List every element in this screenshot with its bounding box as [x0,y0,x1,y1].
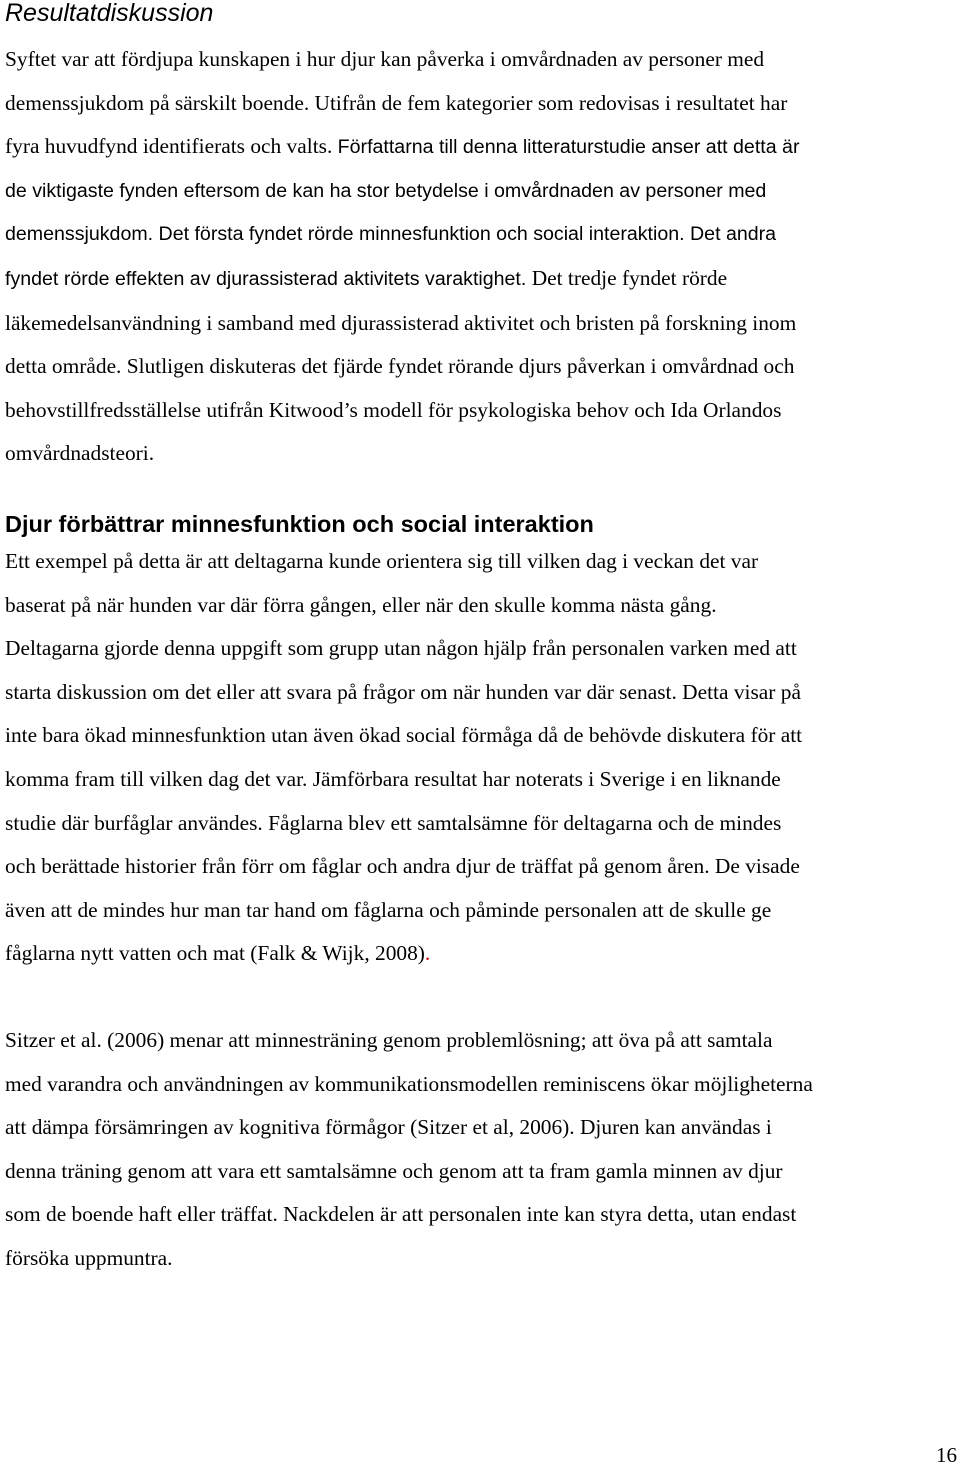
intro-line-6 [5,257,957,302]
intro-line-3 [5,125,957,170]
p1-line-2: baserat på när hunden var där förra gången, eller när den skulle komma nästa gång. [5,592,717,617]
intro-paragraph [5,38,957,476]
intro-line-8b: Slutligen diskuteras det fjärde fyndet rörande djurs påverkan i omvårdnad och [126,354,795,379]
p1-line-10-text: fåglarna nytt vatten och mat (Falk & Wijk, 2008) [5,941,425,966]
p1-line-4: starta diskussion om det eller att svara på frågor om när hunden var där senast. Detta visar på [5,679,801,704]
intro-line-3b: Författarna till denna litteraturstudie anser att detta är [337,136,800,159]
p2-line-5: som de boende haft eller träffat. Nackdelen är att personalen inte kan styra detta, utan endast [5,1202,797,1227]
p2-line-1: Sitzer et al. (2006) menar att minnesträning genom problemlösning; att öva på att samtala [5,1028,773,1052]
paragraph-1 [5,540,957,976]
p2-line-4: denna träning genom att vara ett samtalsämne och genom att ta fram gamla minnen av djur [5,1158,783,1183]
intro-line-3a: fyra huvudfynd identifierats och valts. [5,134,333,159]
intro-line-8 [5,345,957,389]
p1-line-9: även att de mindes hur man tar hand om fåglarna och påminde personalen att de skulle ge [5,897,772,922]
intro-line-1: Syftet var att fördjupa kunskapen i hur djur kan påverka i omvårdnaden av personer med [5,47,765,71]
subsection-title: Djur förbättrar minnesfunktion och social interaktion [5,511,594,537]
p2-line-6: försöka uppmuntra. [5,1245,173,1270]
p1-end-mark: . [424,941,431,966]
p1-line-1: Ett exempel på detta är att deltagarna kunde orientera sig till vilken dag i veckan det var [5,549,759,573]
intro-line-2: demenssjukdom på särskilt boende. Utifrån de fem kategorier som redovisas i resultatet har [5,90,788,115]
p1-line-5: inte bara ökad minnesfunktion utan även ökad social förmåga då de behövde diskutera för att [5,723,803,748]
p2-line-2: med varandra och användningen av kommunikationsmodellen reminiscens ökar möjligheterna [5,1071,813,1096]
intro-line-6b: Det tredje fyndet rörde [531,265,728,290]
section-title: Resultatdiskussion [5,0,214,27]
intro-line-6a: fyndet rörde effekten av djurassisterad aktivitets varaktighet. [5,267,527,290]
page-number: 16 [936,1443,957,1467]
p2-line-3: att dämpa försämringen av kognitiva förmågor (Sitzer et al, 2006). Djuren kan användas i [5,1115,772,1140]
p1-line-3: Deltagarna gjorde denna uppgift som grupp utan någon hjälp från personalen varken med att [5,636,797,661]
p1-line-10 [5,932,957,976]
intro-line-10: omvårdnadsteori. [5,441,155,466]
paragraph-2 [5,1019,960,1281]
intro-line-4: de viktigaste fynden eftersom de kan ha stor betydelse i omvårdnaden av personer med [5,179,767,202]
p1-line-6: komma fram till vilken dag det var. Jämförbara resultat har noterats i Sverige i en liknande [5,766,781,791]
p1-line-7: studie där burfåglar användes. Fåglarna blev ett samtalsämne för deltagarna och de mindes [5,810,782,835]
intro-line-8a: detta område. [5,354,122,379]
p1-line-8: och berättade historier från förr om fåglar och andra djur de träffat på genom åren. De visade [5,854,800,879]
intro-line-9: behovstillfredsställelse utifrån Kitwood’s modell för psykologiska behov och Ida Orlandos [5,397,782,422]
intro-line-5: demenssjukdom. Det första fyndet rörde minnesfunktion och social interaktion. Det andra [5,223,777,246]
intro-line-7: läkemedelsanvändning i samband med djurassisterad aktivitet och bristen på forskning inom [5,310,797,335]
